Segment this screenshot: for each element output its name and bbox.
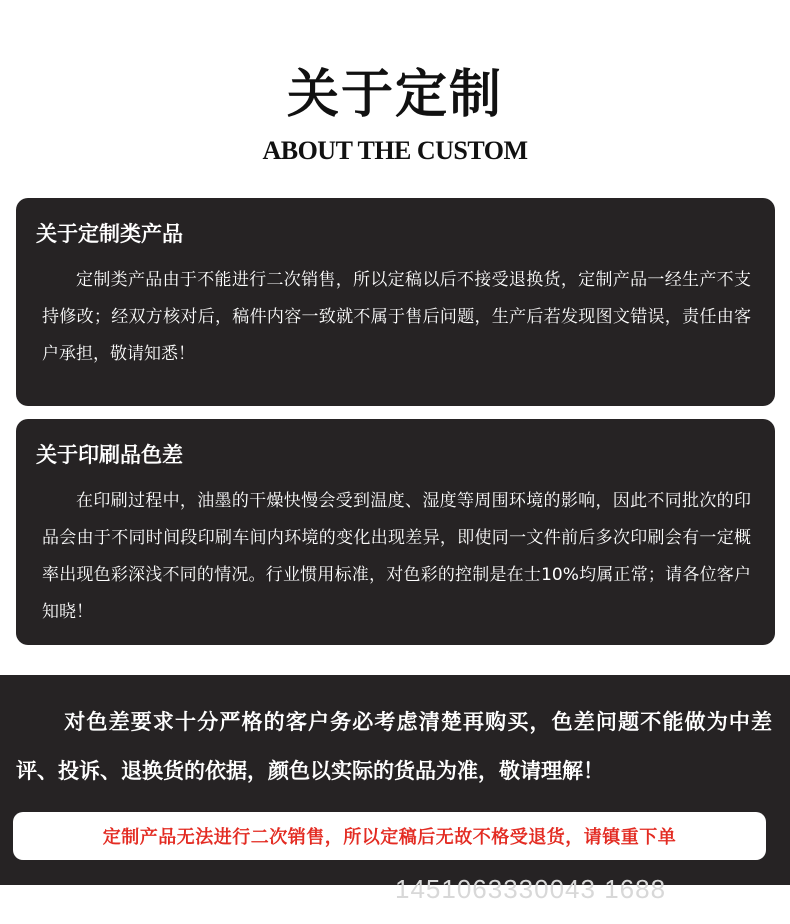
custom-product-heading: 关于定制类产品 (36, 222, 183, 246)
color-difference-text: 在印刷过程中，油墨的干燥快慢会受到温度、湿度等周围环境的影响，因此不同批次的印品会由于不同时间段印刷车间内环境的变化出现差异，即使同一文件前后多次印刷会有一定概率出现色彩深浅不同的情况。行业惯用标准，对色彩的控制是在士10%均属正常；请各位客户知晓！ (42, 491, 751, 622)
warning-text: 对色差要求十分严格的客户务必考虑清楚再购买，色差问题不能做为中差评、投诉、退换货的依据，颜色以实际的货品为准，敬请理解！ (16, 710, 772, 783)
color-difference-card (16, 419, 775, 645)
color-difference-heading: 关于印刷品色差 (36, 443, 183, 467)
custom-product-card (16, 198, 775, 406)
notice-text: 定制产品无法进行二次销售，所以定稿后无故不格受退货，请镇重下单 (102, 827, 677, 848)
page-title: 关于定制 (286, 64, 503, 125)
notice-banner (13, 812, 766, 860)
page-subtitle: ABOUT THE CUSTOM (262, 136, 528, 165)
custom-product-text: 定制类产品由于不能进行二次销售，所以定稿以后不接受退换货，定制产品一经生产不支持修改；经双方核对后，稿件内容一致就不属于售后问题，生产后若发现图文错误，责任由客户承担，敬请知悉！ (42, 270, 751, 364)
warning-section (0, 675, 790, 885)
watermark: 1451063330043 1688 (395, 874, 667, 904)
